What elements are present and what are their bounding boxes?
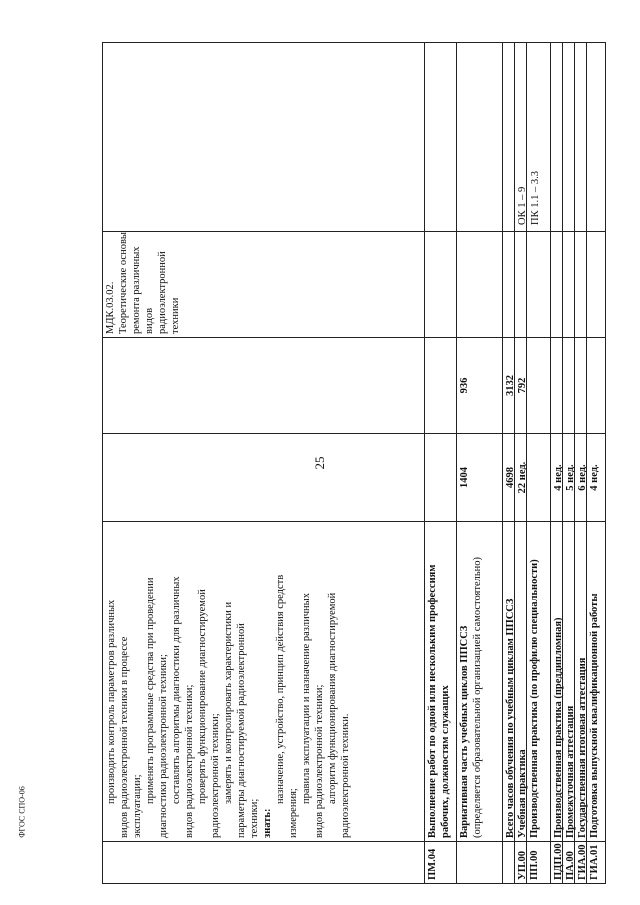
hours-max-cell xyxy=(102,434,424,522)
row-hours-req-cell xyxy=(456,338,502,434)
row-code: ПМ.04 xyxy=(427,848,438,880)
page-number: 25 xyxy=(312,456,327,470)
row-module-cell xyxy=(550,232,562,338)
row-competences: ОК 1 – 9 ПК 1.1 – 3.3 xyxy=(517,171,541,225)
competence-line: диагностики радиоэлектронной техники; xyxy=(158,654,169,838)
row-module-cell xyxy=(502,232,514,338)
row-hours-req-cell xyxy=(574,338,586,434)
code-cell xyxy=(102,842,424,884)
row-code-cell xyxy=(550,842,562,884)
row-hours-max-cell xyxy=(456,434,502,522)
module-line: МДК.03.02. xyxy=(105,281,116,334)
competence-line: техники; xyxy=(249,798,260,838)
row-hours-max: 4 нед. xyxy=(589,464,600,491)
row-name-cell xyxy=(574,522,586,842)
competence-line: знать: xyxy=(262,808,273,838)
competence-line: алгоритм функционирования диагностируемой xyxy=(327,592,338,804)
row-name: Подготовка выпускной квалификационной работы xyxy=(589,593,600,838)
row-module-cell xyxy=(514,232,526,338)
row-name: Вариативная часть учебных циклов ППССЗ xyxy=(459,625,470,838)
row-module-cell xyxy=(456,232,502,338)
footer-code: ФГОС СПО-06 xyxy=(17,786,27,838)
row-competences-cell xyxy=(562,42,574,232)
row-hours-max: 6 нед. xyxy=(577,464,588,491)
table-border-right xyxy=(102,42,606,43)
row-hours-req: 936 xyxy=(459,377,470,394)
curriculum-table xyxy=(102,42,600,884)
competence-line: радиоэлектронной техники; xyxy=(210,713,221,838)
row-competences-cell xyxy=(586,42,606,232)
row-module-cell xyxy=(586,232,606,338)
row-hours-max-cell xyxy=(502,434,514,522)
row-hours-max: 1404 xyxy=(459,467,470,488)
row-hours-max-cell xyxy=(424,434,456,522)
competence-line: правила эксплуатации и назначение различных xyxy=(301,593,312,804)
row-competences-cell xyxy=(424,42,456,232)
row-module-cell xyxy=(424,232,456,338)
row-hours-max: 4 нед. xyxy=(553,464,564,491)
module-line: радиоэлектронной xyxy=(157,251,168,334)
module-line: техники xyxy=(170,297,181,334)
row-name: Всего часов обучения по учебным циклам ППССЗ xyxy=(505,598,516,838)
row-code: ГИА.01 xyxy=(589,844,600,880)
row-module-cell xyxy=(526,232,550,338)
row-name-cell xyxy=(502,522,514,842)
row-hours-req-cell xyxy=(514,338,526,434)
row-name: Промежуточная аттестация xyxy=(565,705,576,838)
row-name: Выполнение работ по одной или нескольким профессиям рабочих, должностям служащих xyxy=(427,564,451,838)
row-hours-max: 22 нед. xyxy=(517,461,528,494)
table-border-bottom xyxy=(605,42,606,884)
row-name-cell xyxy=(424,522,456,842)
row-hours-max: 5 нед. xyxy=(565,464,576,491)
row-hours-max-cell xyxy=(550,434,562,522)
competence-line: измерения; xyxy=(288,788,299,838)
row-code: ПДП.00 xyxy=(553,843,564,880)
row-name-cell xyxy=(456,522,502,842)
competence-line: замерять и контролировать характеристики и xyxy=(223,601,234,804)
row-hours-max: 4698 xyxy=(505,467,516,488)
competence-line: видов радиоэлектронной техники в процессе xyxy=(119,636,130,838)
row-hours-req-cell xyxy=(502,338,514,434)
row-hours-max-cell xyxy=(586,434,606,522)
row-code: ПА.00 xyxy=(565,851,576,880)
row-hours-max-cell xyxy=(562,434,574,522)
competence-line: назначение, устройство, принцип действия средств xyxy=(275,574,286,804)
hours-req-cell xyxy=(102,338,424,434)
row-code: УП.00 xyxy=(517,851,528,880)
module-cell xyxy=(102,232,424,338)
competence-line: производить контроль параметров различных xyxy=(106,599,117,804)
row-competences-cell xyxy=(574,42,586,232)
row-name: Производственная практика (по профилю специальности) xyxy=(529,559,540,838)
row-hours-max-cell xyxy=(574,434,586,522)
row-code-cell xyxy=(424,842,456,884)
row-code-cell xyxy=(586,842,606,884)
row-hours-req: 3132 xyxy=(505,375,516,396)
row-name: Производственная практика (преддипломная) xyxy=(553,617,564,838)
row-competences-cell xyxy=(514,42,541,232)
row-code-cell xyxy=(456,842,502,884)
competence-line: радиоэлектронной техники. xyxy=(340,713,351,838)
competence-line: параметры диагностируемой радиоэлектронной xyxy=(236,623,247,838)
row-name: Государственная итоговая аттестация xyxy=(577,657,588,838)
row-code-cell xyxy=(562,842,574,884)
row-name-cell xyxy=(586,522,606,842)
row-code: ПП.00 xyxy=(529,850,540,880)
row-hours-req: 792 xyxy=(517,377,528,394)
row-hours-req-cell xyxy=(526,338,550,434)
competence-line: эксплуатации; xyxy=(132,774,143,838)
row-code-cell xyxy=(502,842,514,884)
module-line: Теоретические основы xyxy=(118,232,129,334)
row-name-cell xyxy=(514,522,526,842)
competence-line: видов радиоэлектронной техники; xyxy=(184,684,195,838)
row-module-cell xyxy=(574,232,586,338)
module-line: видов xyxy=(144,307,155,334)
competences-cell xyxy=(102,42,424,232)
row-hours-req-cell xyxy=(424,338,456,434)
row-hours-max-cell xyxy=(514,434,526,522)
row-competences-cell xyxy=(526,42,550,232)
competence-text-cell xyxy=(102,522,424,842)
row-competences-cell xyxy=(456,42,502,232)
row-name-cell xyxy=(526,522,550,842)
row-code-cell xyxy=(526,842,550,884)
row-hours-req-cell xyxy=(562,338,574,434)
competence-line: видов радиоэлектронной техники; xyxy=(314,684,325,838)
curriculum-table-rotated xyxy=(102,42,600,884)
competence-line: проверять функционирование диагностируемой xyxy=(197,589,208,804)
row-code-cell xyxy=(574,842,586,884)
row-code-cell xyxy=(514,842,526,884)
row-hours-max-cell xyxy=(526,434,550,522)
row-name-cell xyxy=(550,522,562,842)
row-competences-cell xyxy=(550,42,562,232)
row-code: ГИА.00 xyxy=(577,844,588,880)
row-competences-cell xyxy=(502,42,514,232)
row-name: Учебная практика xyxy=(517,749,528,838)
row-name-extra: (определяется образовательной организацией самостоятельно) xyxy=(472,556,483,838)
row-name-cell xyxy=(562,522,574,842)
row-hours-req-cell xyxy=(550,338,562,434)
competence-line: применять программные средства при проведении xyxy=(145,577,156,804)
row-module-cell xyxy=(562,232,574,338)
module-line: ремонта различных xyxy=(131,246,142,334)
competence-line: составлять алгоритмы диагностики для различных xyxy=(171,576,182,804)
row-hours-req-cell xyxy=(586,338,606,434)
